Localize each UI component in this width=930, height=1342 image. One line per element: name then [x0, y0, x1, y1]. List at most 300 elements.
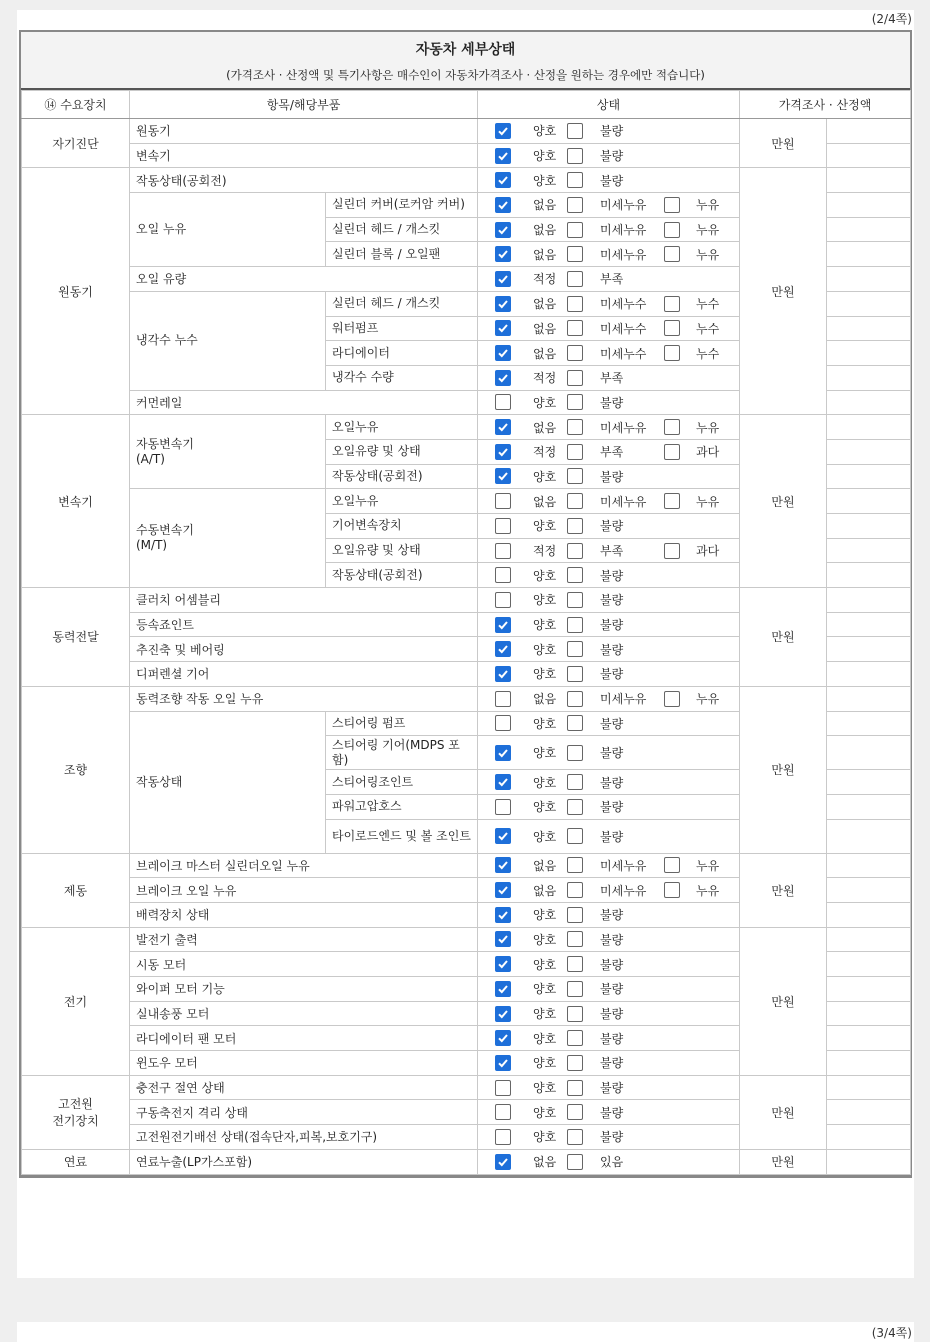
price-input-cell[interactable]: [827, 143, 911, 168]
checked-checkbox-icon[interactable]: [495, 1030, 511, 1046]
price-input-cell[interactable]: [827, 878, 911, 903]
status-option[interactable]: [567, 147, 623, 165]
status-option[interactable]: [567, 1029, 623, 1047]
checked-checkbox-icon[interactable]: [495, 1154, 511, 1170]
price-input-cell[interactable]: [827, 794, 911, 819]
checked-checkbox-icon[interactable]: [495, 296, 511, 312]
status-option[interactable]: [567, 906, 623, 924]
status-option-label: 불량: [600, 775, 624, 790]
status-option[interactable]: [567, 492, 646, 510]
price-unit-cell: 만원: [740, 588, 827, 687]
checkbox-icon[interactable]: [567, 222, 583, 238]
status-option[interactable]: [567, 517, 623, 535]
checkbox-icon[interactable]: [664, 543, 680, 559]
status-cell: [478, 1149, 740, 1174]
checked-checkbox-icon[interactable]: [495, 931, 511, 947]
checkbox-icon[interactable]: [567, 666, 583, 682]
status-option[interactable]: [495, 690, 556, 708]
price-input-cell[interactable]: [827, 341, 911, 366]
checkbox-icon[interactable]: [567, 394, 583, 410]
sub-item-cell: 오일누유: [326, 489, 478, 514]
status-option-label: 양호: [533, 149, 557, 164]
status-option-label: 미세누수: [600, 346, 647, 361]
status-option[interactable]: [567, 418, 646, 436]
checked-checkbox-icon[interactable]: [495, 444, 511, 460]
status-option-label: 불량: [600, 800, 624, 815]
checkbox-icon[interactable]: [495, 799, 511, 815]
status-option[interactable]: [567, 980, 623, 998]
checkbox-icon[interactable]: [567, 1129, 583, 1145]
checkbox-icon[interactable]: [567, 172, 583, 188]
checkbox-icon[interactable]: [567, 774, 583, 790]
status-option[interactable]: [664, 418, 719, 436]
status-option[interactable]: [664, 245, 719, 263]
checkbox-icon[interactable]: [567, 691, 583, 707]
checkbox-icon[interactable]: [664, 882, 680, 898]
item-cell: 고전원전기배선 상태(접속단자,피복,보호기구): [130, 1125, 478, 1150]
checkbox-icon[interactable]: [567, 1104, 583, 1120]
checked-checkbox-icon[interactable]: [495, 197, 511, 213]
price-input-cell[interactable]: [827, 390, 911, 415]
price-input-cell[interactable]: [827, 1051, 911, 1076]
status-option[interactable]: [664, 319, 719, 337]
status-option-label: 양호: [533, 568, 557, 583]
status-option[interactable]: [495, 827, 556, 845]
status-option[interactable]: [495, 319, 556, 337]
checkbox-icon[interactable]: [567, 567, 583, 583]
status-option[interactable]: [567, 773, 623, 791]
status-option[interactable]: [567, 856, 646, 874]
item-cell: 연료누출(LP가스포함): [130, 1149, 478, 1174]
status-option[interactable]: [664, 492, 719, 510]
checkbox-icon[interactable]: [664, 197, 680, 213]
status-option[interactable]: [495, 744, 556, 762]
status-option[interactable]: [495, 295, 556, 313]
status-cell: [478, 1075, 740, 1100]
status-option[interactable]: [567, 221, 646, 239]
price-input-cell[interactable]: [827, 291, 911, 316]
status-option[interactable]: [495, 591, 556, 609]
status-option[interactable]: [567, 467, 623, 485]
status-option[interactable]: [567, 566, 623, 584]
status-option[interactable]: [567, 665, 623, 683]
status-option[interactable]: [567, 122, 623, 140]
status-cell: [478, 637, 740, 662]
price-input-cell[interactable]: [827, 736, 911, 770]
status-option[interactable]: [567, 690, 646, 708]
status-option-label: 양호: [533, 469, 557, 484]
category-cell: 제동: [22, 853, 130, 927]
status-option-label: 불량: [600, 1007, 624, 1022]
checkbox-icon[interactable]: [567, 518, 583, 534]
price-unit-cell: 만원: [740, 686, 827, 853]
price-input-cell[interactable]: [827, 119, 911, 144]
checkbox-icon[interactable]: [495, 691, 511, 707]
price-input-cell[interactable]: [827, 711, 911, 736]
status-option[interactable]: [495, 1103, 556, 1121]
status-option[interactable]: [495, 665, 556, 683]
checked-checkbox-icon[interactable]: [495, 828, 511, 844]
status-option[interactable]: [495, 930, 556, 948]
checkbox-icon[interactable]: [567, 468, 583, 484]
category-cell: 연료: [22, 1149, 130, 1174]
checkbox-icon[interactable]: [567, 617, 583, 633]
status-option[interactable]: [567, 245, 646, 263]
item-cell: 브레이크 마스터 실린더오일 누유: [130, 853, 478, 878]
price-input-cell[interactable]: [827, 538, 911, 563]
status-option[interactable]: [664, 856, 719, 874]
checkbox-icon[interactable]: [664, 222, 680, 238]
checkbox-icon[interactable]: [495, 394, 511, 410]
checkbox-icon[interactable]: [567, 1080, 583, 1096]
status-option[interactable]: [495, 443, 556, 461]
status-option[interactable]: [567, 744, 623, 762]
checked-checkbox-icon[interactable]: [495, 882, 511, 898]
status-option[interactable]: [495, 122, 556, 140]
checkbox-icon[interactable]: [495, 1129, 511, 1145]
checked-checkbox-icon[interactable]: [495, 468, 511, 484]
price-input-cell[interactable]: [827, 489, 911, 514]
status-option[interactable]: [664, 542, 719, 560]
status-option-label: 없음: [533, 883, 557, 898]
price-input-cell[interactable]: [827, 662, 911, 687]
status-option[interactable]: [495, 1054, 556, 1072]
status-cell: [478, 489, 740, 514]
status-cell: [478, 242, 740, 267]
status-option[interactable]: [495, 1005, 556, 1023]
price-input-cell[interactable]: [827, 612, 911, 637]
status-option-label: 부족: [600, 272, 624, 287]
table-row: [22, 588, 911, 613]
checkbox-icon[interactable]: [567, 493, 583, 509]
checkbox-icon[interactable]: [567, 882, 583, 898]
status-option[interactable]: [567, 344, 646, 362]
price-input-cell[interactable]: [827, 853, 911, 878]
status-option-label: 양호: [533, 667, 557, 682]
status-option[interactable]: [567, 798, 623, 816]
price-unit-cell: 만원: [740, 853, 827, 927]
sub-item-cell: 기어변속장치: [326, 514, 478, 539]
checkbox-icon[interactable]: [567, 543, 583, 559]
status-option[interactable]: [664, 196, 719, 214]
checkbox-icon[interactable]: [567, 745, 583, 761]
checkbox-icon[interactable]: [567, 1154, 583, 1170]
checked-checkbox-icon[interactable]: [495, 345, 511, 361]
status-option-label: 미세누유: [600, 883, 647, 898]
status-cell: [478, 464, 740, 489]
checkbox-icon[interactable]: [495, 493, 511, 509]
status-option[interactable]: [495, 517, 556, 535]
status-option[interactable]: [495, 542, 556, 560]
checkbox-icon[interactable]: [664, 320, 680, 336]
status-option[interactable]: [495, 1029, 556, 1047]
price-input-cell[interactable]: [827, 242, 911, 267]
status-cell: [478, 1026, 740, 1051]
checkbox-icon[interactable]: [567, 1055, 583, 1071]
checkbox-icon[interactable]: [567, 320, 583, 336]
status-option[interactable]: [495, 980, 556, 998]
status-option[interactable]: [495, 418, 556, 436]
checkbox-icon[interactable]: [495, 715, 511, 731]
checkbox-icon[interactable]: [567, 641, 583, 657]
price-input-cell[interactable]: [827, 563, 911, 588]
checked-checkbox-icon[interactable]: [495, 370, 511, 386]
checked-checkbox-icon[interactable]: [495, 774, 511, 790]
price-input-cell[interactable]: [827, 415, 911, 440]
checked-checkbox-icon[interactable]: [495, 148, 511, 164]
price-input-cell[interactable]: [827, 1001, 911, 1026]
status-option[interactable]: [495, 856, 556, 874]
checkbox-icon[interactable]: [664, 419, 680, 435]
price-unit-cell: 만원: [740, 1149, 827, 1174]
checkbox-icon[interactable]: [567, 345, 583, 361]
checked-checkbox-icon[interactable]: [495, 222, 511, 238]
checkbox-icon[interactable]: [567, 715, 583, 731]
checkbox-icon[interactable]: [567, 981, 583, 997]
checked-checkbox-icon[interactable]: [495, 641, 511, 657]
status-cell: [478, 770, 740, 795]
status-cell: [478, 686, 740, 711]
checked-checkbox-icon[interactable]: [495, 320, 511, 336]
status-option-label: 양호: [533, 1056, 557, 1071]
status-option[interactable]: [495, 245, 556, 263]
price-input-cell[interactable]: [827, 902, 911, 927]
checkbox-icon[interactable]: [567, 799, 583, 815]
status-option[interactable]: [567, 714, 623, 732]
status-option[interactable]: [495, 492, 556, 510]
checked-checkbox-icon[interactable]: [495, 617, 511, 633]
status-option[interactable]: [495, 616, 556, 634]
price-input-cell[interactable]: [827, 952, 911, 977]
status-option[interactable]: [567, 319, 646, 337]
price-input-cell[interactable]: [827, 217, 911, 242]
sub-item-cell: 실린더 커버(로커암 커버): [326, 193, 478, 218]
status-option[interactable]: [495, 798, 556, 816]
status-option[interactable]: [567, 295, 646, 313]
checked-checkbox-icon[interactable]: [495, 1006, 511, 1022]
checked-checkbox-icon[interactable]: [495, 1055, 511, 1071]
status-option-label: 미세누수: [600, 321, 647, 336]
checkbox-icon[interactable]: [567, 197, 583, 213]
status-option[interactable]: [567, 827, 623, 845]
item-cell: 배력장치 상태: [130, 902, 478, 927]
price-input-cell[interactable]: [827, 588, 911, 613]
status-option-label: 양호: [533, 800, 557, 815]
checked-checkbox-icon[interactable]: [495, 271, 511, 287]
checked-checkbox-icon[interactable]: [495, 981, 511, 997]
status-option[interactable]: [495, 1128, 556, 1146]
item-cell: 작동상태(공회전): [130, 168, 478, 193]
checkbox-icon[interactable]: [664, 444, 680, 460]
checkbox-icon[interactable]: [664, 493, 680, 509]
status-cell: [478, 267, 740, 292]
status-option[interactable]: [495, 906, 556, 924]
status-option[interactable]: [664, 221, 719, 239]
status-option[interactable]: [495, 344, 556, 362]
checkbox-icon[interactable]: [567, 1030, 583, 1046]
status-option[interactable]: [567, 1054, 623, 1072]
price-input-cell[interactable]: [827, 439, 911, 464]
checkbox-icon[interactable]: [664, 246, 680, 262]
status-option[interactable]: [567, 1079, 623, 1097]
status-option[interactable]: [495, 881, 556, 899]
checkbox-icon[interactable]: [567, 271, 583, 287]
checkbox-icon[interactable]: [495, 518, 511, 534]
status-option[interactable]: [495, 773, 556, 791]
status-option[interactable]: [495, 147, 556, 165]
status-option-label: 불량: [600, 982, 624, 997]
status-option[interactable]: [567, 369, 623, 387]
checkbox-icon[interactable]: [567, 296, 583, 312]
item-cell: 실내송풍 모터: [130, 1001, 478, 1026]
item-cell: 동력조향 작동 오일 누유: [130, 686, 478, 711]
price-input-cell[interactable]: [827, 1125, 911, 1150]
price-input-cell[interactable]: [827, 819, 911, 853]
checked-checkbox-icon[interactable]: [495, 907, 511, 923]
status-option-label: 양호: [533, 173, 557, 188]
checked-checkbox-icon[interactable]: [495, 246, 511, 262]
status-option[interactable]: [664, 881, 719, 899]
checked-checkbox-icon[interactable]: [495, 666, 511, 682]
status-option[interactable]: [567, 1153, 623, 1171]
status-option[interactable]: [567, 930, 623, 948]
checkbox-icon[interactable]: [567, 148, 583, 164]
status-option[interactable]: [567, 616, 623, 634]
checkbox-icon[interactable]: [567, 931, 583, 947]
status-option-label: 미세누유: [600, 198, 647, 213]
checkbox-icon[interactable]: [567, 857, 583, 873]
price-input-cell[interactable]: [827, 514, 911, 539]
status-option-label: 양호: [533, 593, 557, 608]
status-option[interactable]: [495, 393, 556, 411]
status-option[interactable]: [567, 542, 623, 560]
checkbox-icon[interactable]: [567, 592, 583, 608]
checkbox-icon[interactable]: [567, 419, 583, 435]
status-cell: [478, 563, 740, 588]
checkbox-icon[interactable]: [567, 956, 583, 972]
category-cell: 전기: [22, 927, 130, 1075]
checkbox-icon[interactable]: [567, 1006, 583, 1022]
status-option[interactable]: [495, 955, 556, 973]
status-option-label: 없음: [533, 321, 557, 336]
status-option[interactable]: [567, 640, 623, 658]
status-option[interactable]: [567, 196, 646, 214]
status-option[interactable]: [567, 393, 623, 411]
status-option[interactable]: [495, 566, 556, 584]
price-input-cell[interactable]: [827, 1075, 911, 1100]
price-input-cell[interactable]: [827, 464, 911, 489]
status-option[interactable]: [567, 955, 623, 973]
status-option-label: 불량: [600, 1105, 624, 1120]
status-option[interactable]: [495, 221, 556, 239]
table-row: [22, 927, 911, 952]
checkbox-icon[interactable]: [495, 1080, 511, 1096]
price-input-cell[interactable]: [827, 770, 911, 795]
price-input-cell[interactable]: [827, 193, 911, 218]
checked-checkbox-icon[interactable]: [495, 419, 511, 435]
status-option[interactable]: [495, 640, 556, 658]
status-option[interactable]: [567, 1128, 623, 1146]
status-option-label: 불량: [600, 1130, 624, 1145]
status-option[interactable]: [495, 270, 556, 288]
status-option-label: 양호: [533, 618, 557, 633]
status-option-label: 누수: [696, 346, 720, 361]
sub-item-cell: 스티어링 펌프: [326, 711, 478, 736]
checkbox-icon[interactable]: [567, 444, 583, 460]
checked-checkbox-icon[interactable]: [495, 172, 511, 188]
status-option-label: 양호: [533, 1007, 557, 1022]
price-input-cell[interactable]: [827, 267, 911, 292]
status-option[interactable]: [495, 196, 556, 214]
status-option[interactable]: [495, 171, 556, 189]
status-option[interactable]: [664, 443, 719, 461]
status-option[interactable]: [567, 270, 623, 288]
checked-checkbox-icon[interactable]: [495, 857, 511, 873]
checkbox-icon[interactable]: [567, 370, 583, 386]
status-option[interactable]: [567, 1005, 623, 1023]
checkbox-icon[interactable]: [495, 592, 511, 608]
checked-checkbox-icon[interactable]: [495, 956, 511, 972]
checkbox-icon[interactable]: [495, 1104, 511, 1120]
status-option[interactable]: [664, 344, 719, 362]
status-option[interactable]: [495, 714, 556, 732]
checkbox-icon[interactable]: [664, 345, 680, 361]
table-row: [22, 1075, 911, 1100]
status-option[interactable]: [664, 295, 719, 313]
status-option[interactable]: [567, 591, 623, 609]
checked-checkbox-icon[interactable]: [495, 745, 511, 761]
status-option-label: 적정: [533, 272, 557, 287]
status-option[interactable]: [495, 467, 556, 485]
status-option-label: 불량: [600, 1031, 624, 1046]
status-cell: [478, 193, 740, 218]
status-option[interactable]: [664, 690, 719, 708]
status-option-label: 미세누유: [600, 858, 647, 873]
checked-checkbox-icon[interactable]: [495, 123, 511, 139]
status-option[interactable]: [567, 1103, 623, 1121]
status-option[interactable]: [567, 881, 646, 899]
status-option-label: 불량: [600, 568, 624, 583]
status-option[interactable]: [495, 1079, 556, 1097]
price-input-cell[interactable]: [827, 365, 911, 390]
price-input-cell[interactable]: [827, 686, 911, 711]
checkbox-icon[interactable]: [567, 907, 583, 923]
price-input-cell[interactable]: [827, 1149, 911, 1174]
checkbox-icon[interactable]: [567, 123, 583, 139]
price-input-cell[interactable]: [827, 977, 911, 1002]
price-input-cell[interactable]: [827, 1100, 911, 1125]
price-input-cell[interactable]: [827, 637, 911, 662]
checkbox-icon[interactable]: [495, 543, 511, 559]
price-input-cell[interactable]: [827, 1026, 911, 1051]
status-option[interactable]: [495, 1153, 556, 1171]
checkbox-icon[interactable]: [567, 828, 583, 844]
price-input-cell[interactable]: [827, 316, 911, 341]
checkbox-icon[interactable]: [567, 246, 583, 262]
price-input-cell[interactable]: [827, 168, 911, 193]
status-option-label: 불량: [600, 829, 624, 844]
status-option[interactable]: [567, 171, 623, 189]
checkbox-icon[interactable]: [664, 296, 680, 312]
checkbox-icon[interactable]: [664, 857, 680, 873]
status-option-label: 불량: [600, 618, 624, 633]
status-option[interactable]: [495, 369, 556, 387]
status-option[interactable]: [567, 443, 623, 461]
checkbox-icon[interactable]: [664, 691, 680, 707]
status-option-label: 미세누유: [600, 692, 647, 707]
price-input-cell[interactable]: [827, 927, 911, 952]
checkbox-icon[interactable]: [495, 567, 511, 583]
